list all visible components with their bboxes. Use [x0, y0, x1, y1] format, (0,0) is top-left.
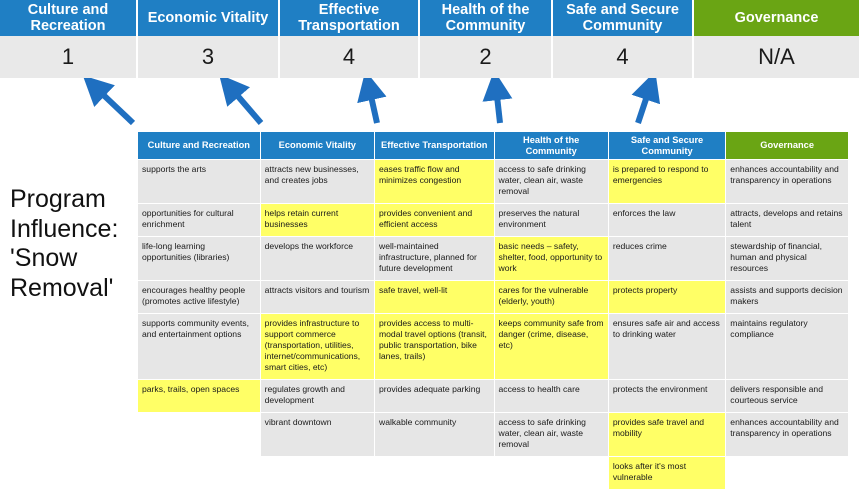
matrix-cell: looks after it's most vulnerable	[608, 457, 725, 490]
matrix-cell-empty	[726, 457, 849, 490]
table-row	[138, 160, 849, 204]
scorecard-value-band	[0, 36, 859, 78]
matrix-cell: supports community events, and entertainment options	[138, 314, 261, 380]
score-value-economic-vitality: 3	[138, 36, 280, 78]
matrix-cell: maintains regulatory compliance	[726, 314, 849, 380]
matrix-cell: enhances accountability and transparency in operations	[726, 160, 849, 204]
score-value-governance: N/A	[758, 44, 795, 69]
header-label: Health of the Community	[441, 1, 530, 34]
matrix-cell-empty	[260, 457, 374, 490]
matrix-cell: is prepared to respond to emergencies	[608, 160, 725, 204]
matrix-cell: ensures safe air and access to drinking water	[608, 314, 725, 380]
matrix-cell: vibrant downtown	[260, 413, 374, 457]
header-cell-effective-transportation	[280, 0, 420, 36]
table-row	[138, 457, 849, 490]
matrix-cell: stewardship of financial, human and physical resources	[726, 237, 849, 281]
matrix-cell: provides safe travel and mobility	[608, 413, 725, 457]
matrix-cell: attracts, develops and retains talent	[726, 204, 849, 237]
outcomes-matrix-table	[137, 131, 849, 490]
header-label: Culture and Recreation	[27, 1, 109, 34]
table-row	[138, 380, 849, 413]
table-row	[138, 237, 849, 281]
matrix-cell: keeps community safe from danger (crime, disease, etc)	[494, 314, 608, 380]
matrix-cell-empty	[374, 457, 494, 490]
arrow-icon-effective-transportation	[369, 87, 377, 123]
matrix-cell: provides infrastructure to support commerce (transportation, utilities, internet/communications, smart cities, etc)	[260, 314, 374, 380]
matrix-cell: helps retain current businesses	[260, 204, 374, 237]
matrix-cell: delivers responsible and courteous service	[726, 380, 849, 413]
matrix-body	[138, 160, 849, 490]
matrix-header-safe-and-secure-community: Safe and Secure Community	[608, 132, 725, 160]
table-row	[138, 204, 849, 237]
matrix-cell: develops the workforce	[260, 237, 374, 281]
matrix-cell-empty	[138, 457, 261, 490]
header-label: Economic Vitality	[147, 9, 269, 26]
matrix-cell: well-maintained infrastructure, planned for future development	[374, 237, 494, 281]
arrow-icon-culture-and-recreation	[95, 87, 133, 123]
matrix-cell: cares for the vulnerable (elderly, youth)	[494, 281, 608, 314]
matrix-cell: enforces the law	[608, 204, 725, 237]
header-label: Safe and Secure Community	[566, 1, 679, 34]
arrow-icon-health-of-the-community	[496, 87, 500, 123]
header-cell-economic-vitality	[138, 0, 280, 36]
matrix-cell: safe travel, well-lit	[374, 281, 494, 314]
header-cell-culture-and-recreation	[0, 0, 138, 36]
matrix-cell: basic needs – safety, shelter, food, opportunity to work	[494, 237, 608, 281]
matrix-cell: assists and supports decision makers	[726, 281, 849, 314]
matrix-cell: access to health care	[494, 380, 608, 413]
table-row	[138, 413, 849, 457]
matrix-cell: eases traffic flow and minimizes congestion	[374, 160, 494, 204]
matrix-header-health-of-the-community: Health of the Community	[494, 132, 608, 160]
matrix-cell: provides access to multi-modal travel options (transit, public transportation, bike lanes, trails)	[374, 314, 494, 380]
score-value-effective-transportation: 4	[280, 36, 420, 78]
arrow-group	[0, 78, 859, 133]
table-row	[138, 314, 849, 380]
matrix-cell: protects property	[608, 281, 725, 314]
score-value-health-of-the-community: 2	[420, 36, 553, 78]
matrix-cell: preserves the natural environment	[494, 204, 608, 237]
matrix-cell-empty	[138, 413, 261, 457]
matrix-cell: attracts visitors and tourism	[260, 281, 374, 314]
matrix-cell: reduces crime	[608, 237, 725, 281]
matrix-cell: opportunities for cultural enrichment	[138, 204, 261, 237]
arrow-icon-safe-and-secure-community	[638, 87, 650, 123]
header-cell-health-of-the-community	[420, 0, 553, 36]
header-label: Effective Transportation	[298, 1, 400, 34]
matrix-header-row	[138, 132, 849, 160]
matrix-cell: regulates growth and development	[260, 380, 374, 413]
matrix-header-economic-vitality: Economic Vitality	[260, 132, 374, 160]
score-value-safe-and-secure-community: 4	[553, 36, 694, 78]
program-influence-label: Program Influence: 'Snow Removal'	[10, 185, 119, 302]
score-value-culture-and-recreation: 1	[0, 36, 138, 78]
matrix-cell: life-long learning opportunities (libraries)	[138, 237, 261, 281]
matrix-cell: provides adequate parking	[374, 380, 494, 413]
matrix-cell: parks, trails, open spaces	[138, 380, 261, 413]
matrix-header-effective-transportation: Effective Transportation	[374, 132, 494, 160]
arrow-icon-economic-vitality	[230, 87, 261, 123]
matrix-header-governance: Governance	[726, 132, 849, 160]
scorecard-header-band	[0, 0, 859, 36]
matrix-cell: encourages healthy people (promotes active lifestyle)	[138, 281, 261, 314]
matrix-cell: enhances accountability and transparency in operations	[726, 413, 849, 457]
matrix-cell: attracts new businesses, and creates jobs	[260, 160, 374, 204]
table-row	[138, 281, 849, 314]
matrix-cell: supports the arts	[138, 160, 261, 204]
matrix-cell-empty	[494, 457, 608, 490]
matrix-cell: access to safe drinking water, clean air, waste removal	[494, 160, 608, 204]
matrix-cell: provides convenient and efficient access	[374, 204, 494, 237]
matrix-cell: walkable community	[374, 413, 494, 457]
header-label: Governance	[734, 9, 819, 26]
matrix-header-culture-and-recreation: Culture and Recreation	[138, 132, 261, 160]
matrix-cell: access to safe drinking water, clean air, waste removal	[494, 413, 608, 457]
header-cell-governance	[694, 0, 859, 36]
matrix-cell: protects the environment	[608, 380, 725, 413]
header-cell-safe-and-secure-community	[553, 0, 694, 36]
